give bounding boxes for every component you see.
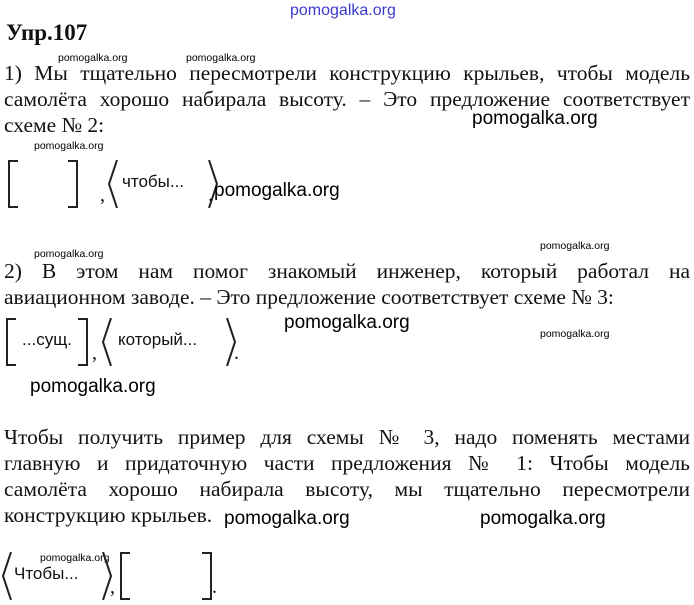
watermark: pomogalka.org	[30, 376, 156, 397]
text-line: 1) Мы тщательно пересмотрели конструкцию крыльев, чтобы модель	[4, 61, 690, 85]
text-line: самолёта хорошо набирала высоту. – Это предложение соответствует	[4, 87, 690, 111]
exercise-title: Упр.107	[6, 20, 88, 45]
watermark: pomogalka.org	[186, 52, 256, 64]
main-clause-bracket	[6, 318, 88, 366]
watermark: pomogalka.org	[540, 240, 610, 252]
period: .	[234, 342, 239, 364]
scheme-2	[8, 160, 218, 208]
clause-text: который...	[118, 330, 198, 349]
period: .	[212, 576, 217, 598]
watermark: pomogalka.org	[34, 140, 104, 152]
watermark: pomogalka.org	[480, 508, 606, 529]
watermark: pomogalka.org	[34, 248, 104, 260]
comma: ,	[100, 184, 105, 206]
text-line: 2) В этом нам помог знакомый инженер, который работал на	[4, 259, 690, 283]
comma: ,	[110, 576, 115, 598]
watermark-top: pomogalka.org	[290, 2, 396, 19]
text-line: конструкцию крыльев.	[4, 503, 213, 527]
watermark: pomogalka.org	[540, 328, 610, 340]
watermark: pomogalka.org	[472, 108, 598, 129]
watermark: pomogalka.org	[214, 180, 340, 201]
main-clause-bracket	[120, 552, 212, 600]
watermark: pomogalka.org	[58, 52, 128, 64]
scheme-3	[6, 318, 246, 366]
text-line: Чтобы получить пример для схемы № 3, надо поменять местами	[4, 425, 690, 449]
text-line: главную и придаточную части предложения № 1: Чтобы модель	[4, 451, 690, 475]
clause-text: ...сущ.	[22, 330, 72, 349]
main-clause-bracket	[8, 160, 78, 208]
clause-text: чтобы...	[122, 172, 185, 191]
comma: ,	[92, 342, 97, 364]
scheme-final	[2, 552, 222, 600]
clause-text: Чтобы...	[14, 564, 79, 583]
period: .	[208, 184, 213, 206]
text-line: схеме № 2:	[4, 113, 105, 137]
watermark: pomogalka.org	[224, 508, 350, 529]
text-line: авиационном заводе. – Это предложение соответствует схеме № 3:	[4, 285, 614, 309]
watermark: pomogalka.org	[40, 552, 110, 564]
watermark: pomogalka.org	[284, 312, 410, 333]
text-line: самолёта хорошо набирала высоту, мы тщательно пересмотрели	[4, 477, 690, 501]
paragraph-2	[4, 258, 690, 310]
